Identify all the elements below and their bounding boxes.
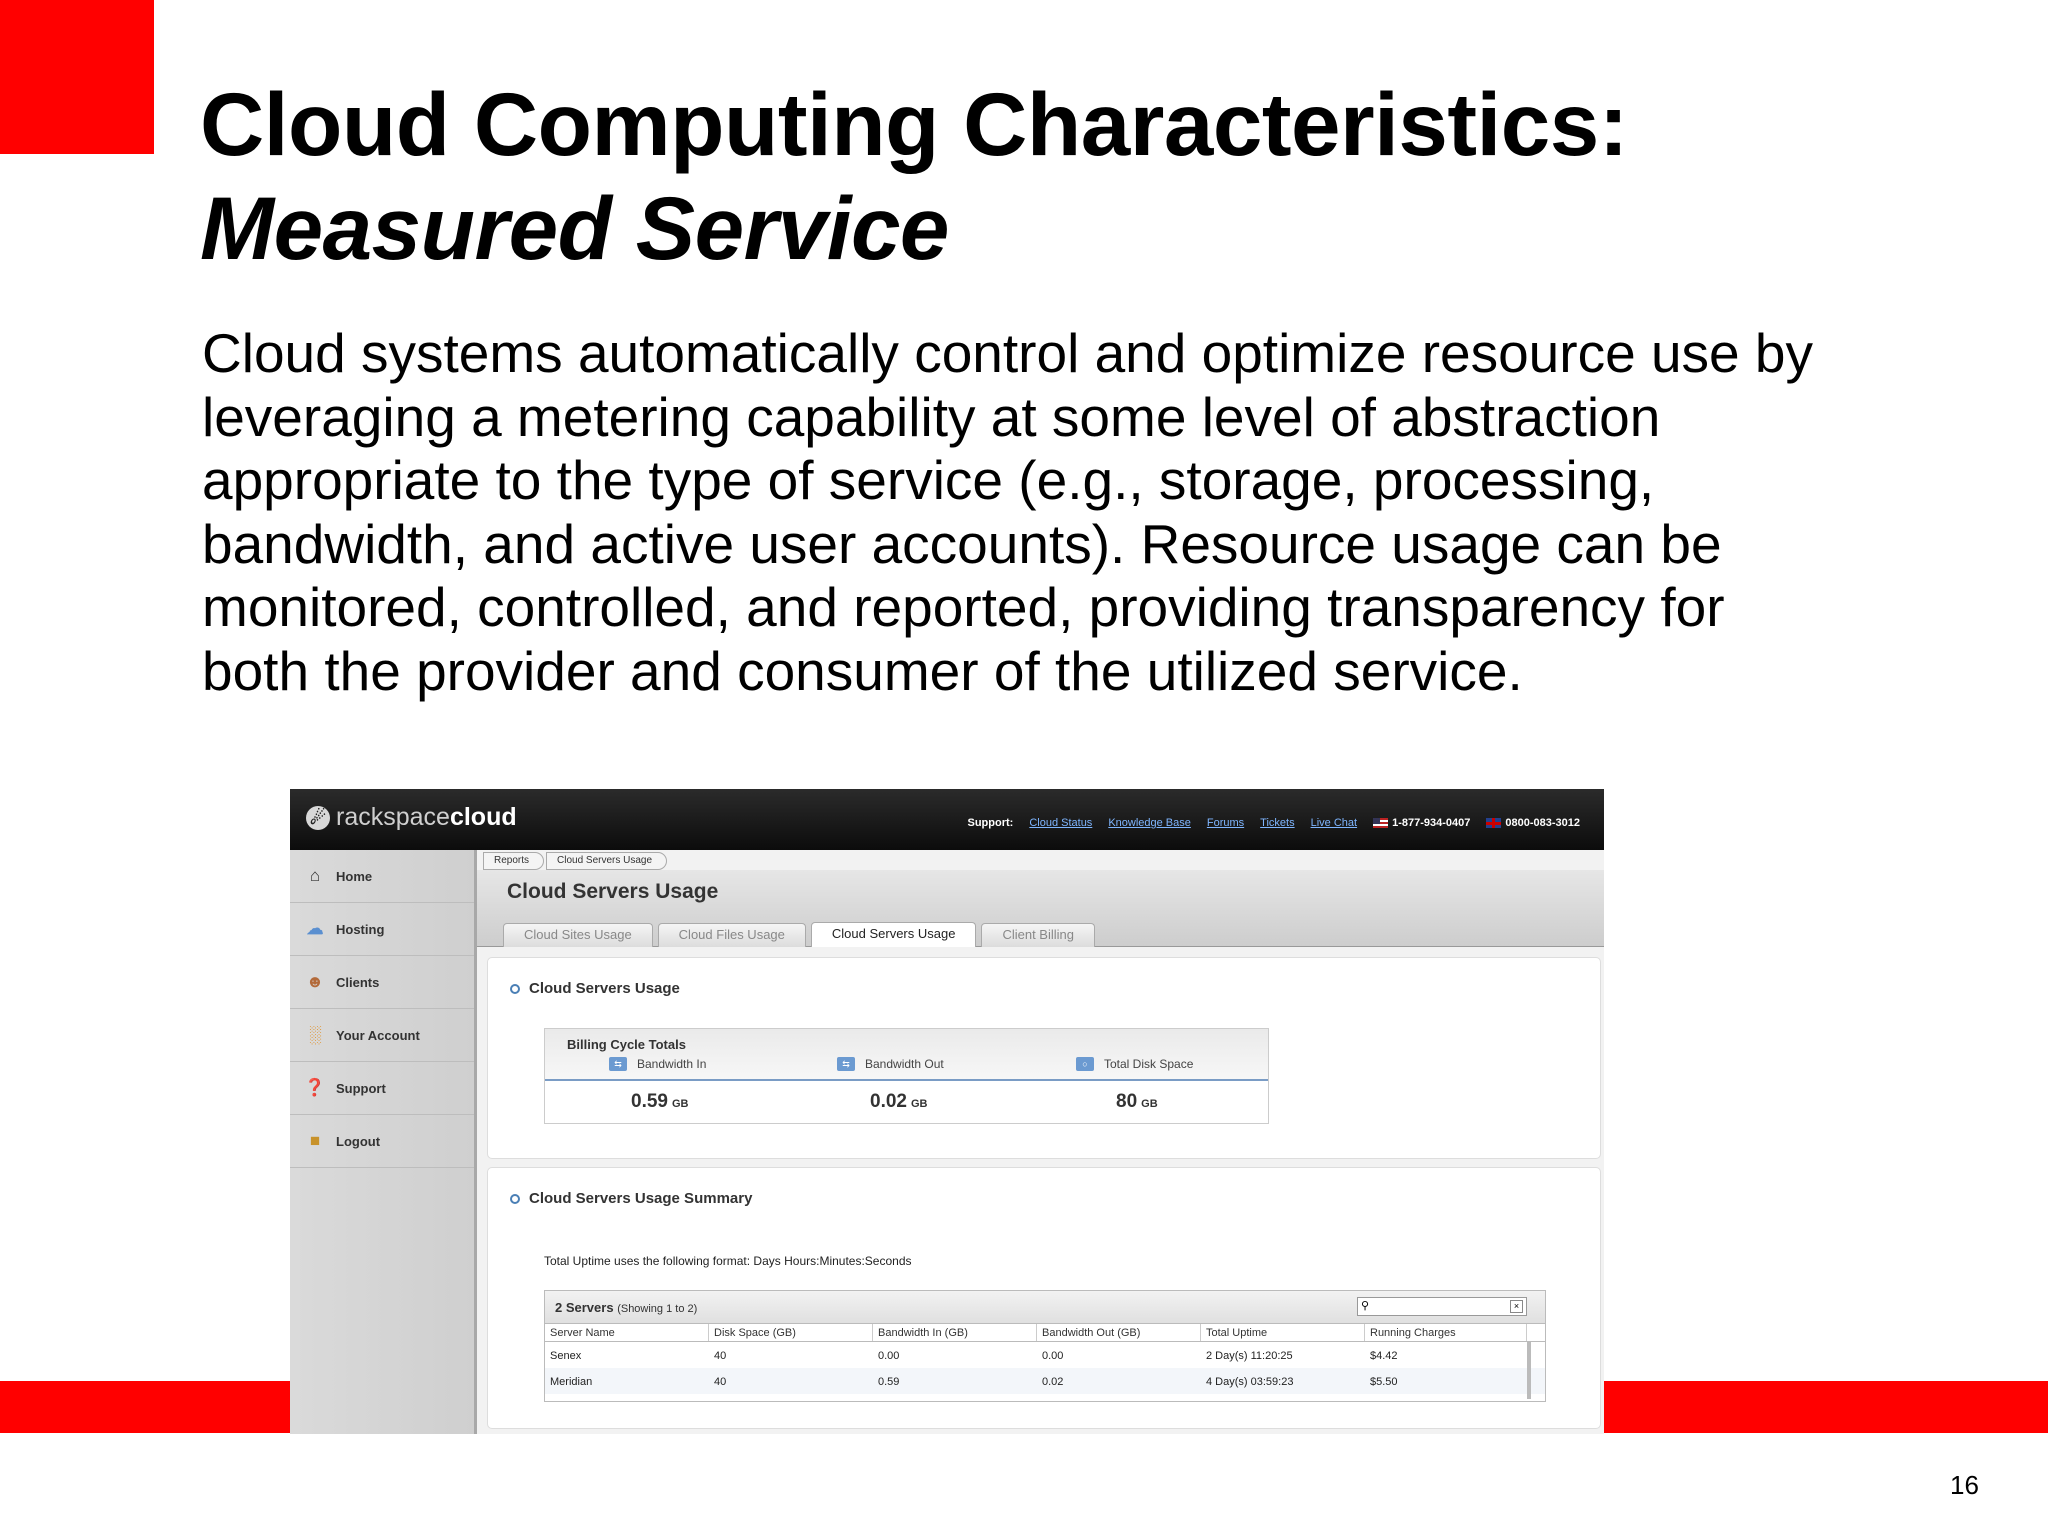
col-bandwidth-out[interactable]: Bandwidth Out (GB) [1037,1324,1201,1341]
sidebar-item-home[interactable] [290,850,474,903]
sidebar-item-your-account[interactable] [290,1009,474,1062]
clients-icon: ☻ [306,972,324,991]
tab-client-billing[interactable]: Client Billing [981,923,1095,947]
search-icon: ⚲ [1361,1300,1370,1312]
uptime-format-note: Total Uptime uses the following format: Days Hours:Minutes:Seconds [544,1254,912,1268]
metric-disk-space-label: ○ Total Disk Space [1076,1057,1193,1071]
tab-cloud-sites-usage[interactable]: Cloud Sites Usage [503,923,653,947]
col-server-name[interactable]: Server Name [545,1324,709,1341]
tab-cloud-files-usage[interactable]: Cloud Files Usage [658,923,806,947]
col-disk-space[interactable]: Disk Space (GB) [709,1324,873,1341]
billing-cycle-totals [544,1028,1269,1124]
servers-table [544,1290,1546,1402]
rackspace-screenshot [290,789,1604,1434]
sidebar-item-hosting[interactable] [290,903,474,956]
bandwidth-out-icon: ⇆ [837,1057,855,1071]
disk-icon: ○ [1076,1057,1094,1071]
metric-disk-space-value: 80 GB [1116,1091,1158,1112]
logo-prefix: rackspace [336,803,450,831]
sidebar-item-label: Hosting [336,921,385,937]
breadcrumb-reports[interactable]: Reports [483,852,544,870]
col-bandwidth-in[interactable]: Bandwidth In (GB) [873,1324,1037,1341]
rackspace-logo[interactable] [306,803,517,832]
table-row[interactable]: Senex 40 0.00 0.00 2 Day(s) 11:20:25 $4.42 [550,1350,1398,1362]
server-count: 2 Servers (Showing 1 to 2) [555,1300,698,1315]
metric-bandwidth-out-label: ⇆ Bandwidth Out [837,1057,944,1071]
slide-body-text: Cloud systems automatically control and optimize resource use by leveraging a metering capability at some level of abstraction appropriate to the type of service (e.g., storage, processing, bandwidth, and active user accounts). Resource usage can be monitored, controlled, and reported, providing transparency for both the provider and consumer of the utilized service. [202,322,1814,702]
chart-icon: ░ [308,1025,322,1044]
sidebar-item-label: Clients [336,974,380,990]
sidebar-item-support[interactable] [290,1062,474,1115]
metric-bandwidth-in-value: 0.59 GB [631,1091,689,1112]
page-title: Cloud Servers Usage [507,880,719,903]
top-bar [290,789,1604,850]
home-icon: ⌂ [309,866,321,885]
clear-search-icon[interactable]: × [1510,1300,1523,1313]
link-tickets[interactable]: Tickets [1260,817,1295,829]
breadcrumb [483,852,669,870]
lock-icon: ■ [309,1131,321,1150]
summary-panel [487,1167,1601,1429]
usage-panel [487,957,1601,1159]
bandwidth-in-icon: ⇆ [609,1057,627,1071]
table-search-input[interactable] [1357,1297,1527,1316]
slide-title [200,72,1628,280]
us-flag-icon [1373,818,1388,828]
link-forums[interactable]: Forums [1206,817,1245,829]
link-knowledge-base[interactable]: Knowledge Base [1108,817,1191,829]
logo-suffix: cloud [449,803,517,831]
sidebar-item-clients[interactable] [290,956,474,1009]
sidebar-item-label: Your Account [336,1027,420,1043]
phone-us: 1-877-934-0407 [1373,817,1470,829]
red-corner-block [0,0,154,154]
summary-panel-title[interactable]: Cloud Servers Usage Summary [510,1190,752,1207]
metric-bandwidth-out-value: 0.02 GB [870,1091,928,1112]
sidebar-item-logout[interactable] [290,1115,474,1168]
collapse-icon [510,984,520,994]
table-row[interactable]: Meridian 40 0.59 0.02 4 Day(s) 03:59:23 $5.50 [545,1368,1545,1394]
help-icon: ❓ [304,1078,326,1097]
billing-title: Billing Cycle Totals [567,1037,686,1052]
col-total-uptime[interactable]: Total Uptime [1201,1324,1365,1341]
col-running-charges[interactable]: Running Charges [1365,1324,1527,1341]
table-scrollbar[interactable] [1527,1341,1531,1399]
collapse-icon [510,1194,520,1204]
sidebar-item-label: Home [336,868,373,884]
link-live-chat[interactable]: Live Chat [1310,817,1358,829]
uk-flag-icon [1486,818,1501,828]
table-header-row [545,1324,1545,1342]
page-number: 16 [1950,1470,1979,1500]
tab-cloud-servers-usage[interactable]: Cloud Servers Usage [811,922,977,947]
metric-bandwidth-in-label: ⇆ Bandwidth In [609,1057,706,1071]
slide-title-line2: Measured Service [200,178,949,278]
page-header [477,870,1604,947]
sidebar-item-label: Support [336,1080,386,1096]
tab-bar [503,923,1095,947]
sidebar [290,850,477,1434]
link-cloud-status[interactable]: Cloud Status [1029,817,1093,829]
hosting-icon: ☁ [306,919,324,938]
support-links [968,817,1581,829]
main-content [477,850,1604,1434]
phone-uk: 0800-083-3012 [1486,817,1580,829]
support-label: Support: [967,817,1014,829]
sidebar-item-label: Logout [336,1133,381,1149]
breadcrumb-cloud-servers-usage[interactable]: Cloud Servers Usage [546,852,667,870]
slide-title-line1: Cloud Computing Characteristics: [200,74,1628,174]
logo-icon: ☄ [306,806,330,830]
usage-panel-title[interactable]: Cloud Servers Usage [510,980,680,997]
